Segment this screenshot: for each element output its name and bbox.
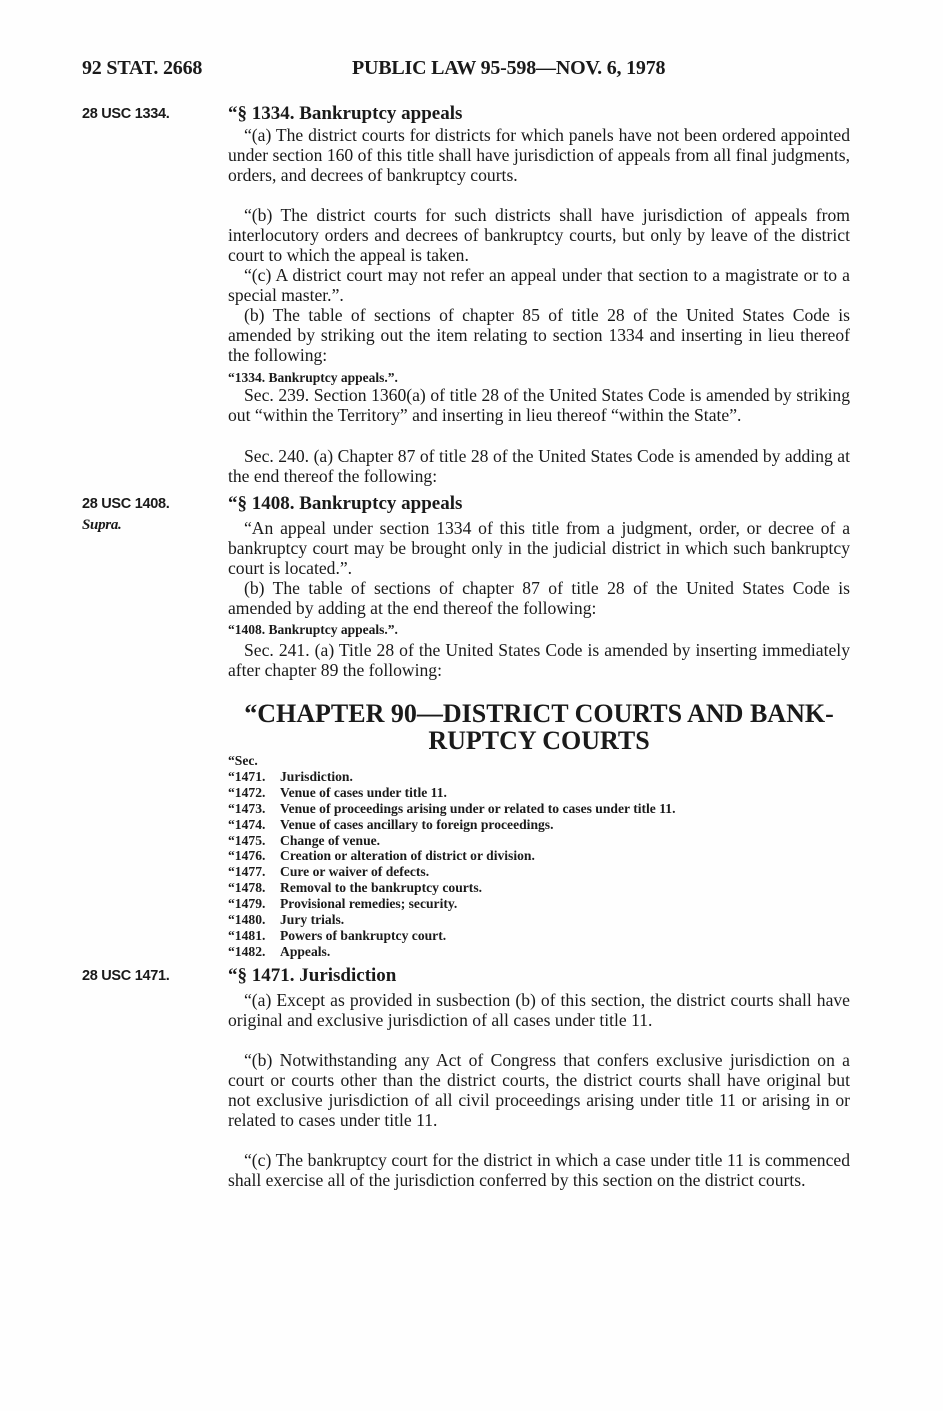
paragraph-1334-c: “(c) A district court may not refer an appeal under that section to a magistrate or to a special master.”.: [228, 265, 850, 305]
running-header: PUBLIC LAW 95-598—NOV. 6, 1978: [352, 57, 666, 79]
margin-note-1334: 28 USC 1334.: [82, 106, 170, 122]
paragraph-1471-b: “(b) Notwithstanding any Act of Congress that confers exclusive jurisdiction on a court or courts other than the district courts, the district courts shall have original but not exclusive jurisdiction of all civil proceedings arising under title 11 or arising in or related to cases under title 11.: [228, 1050, 850, 1130]
toc-item: “1476. Creation or alteration of district or division.: [228, 848, 535, 864]
toc-item: “1475. Change of venue.: [228, 832, 381, 848]
paragraph-1334-a: “(a) The district courts for districts for which panels have not been ordered appointed under section 160 of this title shall have jurisdiction of appeals from all final judgments, orders, and decrees of bankruptcy courts.: [228, 125, 850, 185]
paragraph-sec-239: Sec. 239. Section 1360(a) of title 28 of the United States Code is amended by striking out “within the Territory” and inserting in lieu thereof “within the State”.: [228, 385, 850, 425]
chapter-table-of-sections: [228, 753, 675, 960]
margin-note-1408: 28 USC 1408.: [82, 496, 170, 512]
paragraph-1471-c: “(c) The bankruptcy court for the district in which a case under title 11 is commenced shall exercise all of the jurisdiction conferred by this section on the district courts.: [228, 1150, 850, 1190]
toc-item: “1479. Provisional remedies; security.: [228, 896, 458, 912]
paragraph-1471-a: “(a) Except as provided in susbection (b) of this section, the district courts shall have original and exclusive jurisdiction of all cases under title 11.: [228, 990, 850, 1030]
toc-item: “1478. Removal to the bankruptcy courts.: [228, 880, 483, 896]
toc-item: “1481. Powers of bankruptcy court.: [228, 927, 447, 943]
toc-sec-label: “Sec.: [228, 753, 258, 768]
toc-item: “1477. Cure or waiver of defects.: [228, 864, 430, 880]
toc-item: “1472. Venue of cases under title 11.: [228, 784, 447, 800]
paragraph-table-85: (b) The table of sections of chapter 85 of title 28 of the United States Code is amended by striking out the item relating to section 1334 and inserting in lieu thereof the following:: [228, 305, 850, 365]
toc-item: “1471. Jurisdiction.: [228, 768, 353, 784]
paragraph-sec-241: Sec. 241. (a) Title 28 of the United States Code is amended by inserting immediately after chapter 89 the following:: [228, 640, 850, 680]
chapter-heading: [228, 700, 850, 754]
section-heading-1408: “§ 1408. Bankruptcy appeals: [228, 493, 463, 514]
margin-note-supra: Supra.: [82, 517, 122, 533]
toc-item: “1482. Appeals.: [228, 943, 331, 959]
margin-note-1471: 28 USC 1471.: [82, 968, 170, 984]
paragraph-sec-240: Sec. 240. (a) Chapter 87 of title 28 of the United States Code is amended by adding at the end thereof the following:: [228, 446, 850, 486]
paragraph-1408: “An appeal under section 1334 of this title from a judgment, order, or decree of a bankruptcy court may be brought only in the judicial district in which such bankruptcy court is located.”.: [228, 518, 850, 578]
chapter-heading-line-1: “CHAPTER 90—DISTRICT COURTS AND BANK-: [244, 699, 834, 728]
paragraph-1334-b: “(b) The district courts for such districts shall have jurisdiction of appeals from interlocutory orders and decrees of bankruptcy courts, but only by leave of the district court to which the appeal is taken.: [228, 205, 850, 265]
toc-item: “1480. Jury trials.: [228, 912, 345, 928]
toc-item: “1474. Venue of cases ancillary to foreign proceedings.: [228, 816, 554, 832]
table-item-1408: “1408. Bankruptcy appeals.”.: [228, 622, 398, 637]
page-stat-citation: 92 STAT. 2668: [82, 57, 203, 79]
table-item-1334: “1334. Bankruptcy appeals.”.: [228, 370, 398, 385]
section-heading-1471: “§ 1471. Jurisdiction: [228, 965, 397, 986]
toc-item: “1473. Venue of proceedings arising under or related to cases under title 11.: [228, 800, 676, 816]
paragraph-table-87: (b) The table of sections of chapter 87 of title 28 of the United States Code is amended by adding at the end thereof the following:: [228, 578, 850, 618]
chapter-heading-line-2: RUPTCY COURTS: [428, 726, 650, 755]
section-heading-1334: “§ 1334. Bankruptcy appeals: [228, 103, 463, 124]
